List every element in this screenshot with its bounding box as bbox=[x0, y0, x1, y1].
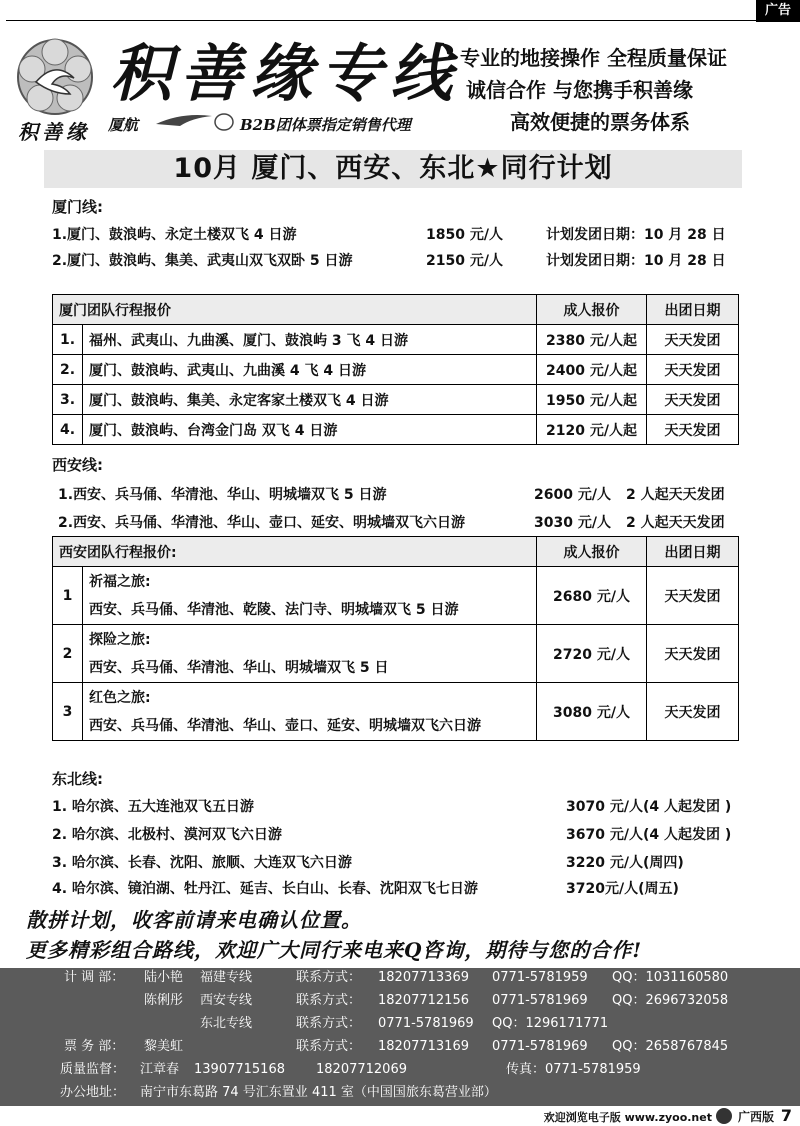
list-item bbox=[52, 878, 752, 898]
depart-date: 天天发团 bbox=[647, 683, 739, 741]
list-item bbox=[52, 852, 752, 872]
depart-date: 天天发团 bbox=[647, 325, 739, 355]
dept-label: 办公地址： bbox=[60, 1085, 126, 1100]
mobile: 18207713369 bbox=[378, 970, 469, 985]
header-cell: 西安团队行程报价: bbox=[53, 537, 537, 567]
top-rule bbox=[6, 20, 794, 21]
main-title-box bbox=[44, 150, 742, 188]
price: 2150 元/人 bbox=[426, 253, 503, 269]
main-title: 10月 厦门、西安、东北★同行计划 bbox=[173, 153, 613, 184]
route: 4. 哈尔滨、镜泊湖、牡丹江、延吉、长白山、长春、沈阳双飞七日游 bbox=[52, 881, 478, 897]
price: 2400 元/人起 bbox=[537, 355, 647, 385]
header-cell: 成人报价 bbox=[537, 295, 647, 325]
slogan-line: 专业的地接操作 全程质量保证 bbox=[460, 46, 727, 70]
xian-group-table bbox=[52, 536, 739, 741]
site-link[interactable]: 欢迎浏览电子版 www.zyoo.net bbox=[543, 1111, 712, 1124]
route: 厦门、鼓浪屿、集美、永定客家土楼双飞 4 日游 bbox=[83, 385, 537, 415]
table-row bbox=[53, 415, 739, 445]
flower-logo-icon bbox=[16, 38, 94, 116]
airline-logo-icon bbox=[152, 110, 238, 132]
price: 3220 元/人(周四) bbox=[566, 855, 684, 871]
mobile: 18207712156 bbox=[378, 993, 469, 1008]
route-label: 西安专线 bbox=[200, 993, 253, 1008]
slogan-line: 诚信合作 与您携手积善缘 bbox=[466, 78, 693, 102]
office-address: 南宁市东葛路 74 号汇东置业 411 室（中国国旅东葛营业部） bbox=[140, 1085, 497, 1100]
dept-label: 质量监督： bbox=[60, 1062, 126, 1077]
table-row bbox=[53, 385, 739, 415]
route: 2.西安、兵马俑、华清池、华山、壶口、延安、明城墙双飞六日游 bbox=[58, 515, 466, 531]
depart-date: 天天发团 bbox=[647, 385, 739, 415]
tour-name: 红色之旅: bbox=[89, 689, 151, 706]
route: 西安、兵马俑、华清池、华山、壶口、延安、明城墙双飞六日游 bbox=[89, 717, 481, 734]
depart-date: 天天发团 bbox=[647, 567, 739, 625]
price: 2600 元/人 bbox=[534, 487, 611, 503]
list-item bbox=[52, 824, 752, 844]
price: 2720 元/人 bbox=[537, 625, 647, 683]
note-line: 更多精彩组合路线，欢迎广大同行来电来Q咨询，期待与您的合作! bbox=[26, 938, 643, 962]
qq: QQ：2696732058 bbox=[612, 993, 729, 1008]
table-header-row bbox=[53, 295, 739, 325]
depart-date: 天天发团 bbox=[647, 355, 739, 385]
price: 3070 元/人(4 人起发团 ) bbox=[566, 799, 732, 815]
row-number: 1 bbox=[53, 567, 83, 625]
table-row bbox=[53, 567, 739, 625]
mobile: 13907715168 bbox=[194, 1062, 285, 1077]
table-row bbox=[53, 625, 739, 683]
route-label: 福建专线 bbox=[200, 970, 253, 985]
route-cell bbox=[83, 567, 537, 625]
row-number: 3 bbox=[53, 683, 83, 741]
slogan-line: 高效便捷的票务体系 bbox=[510, 110, 690, 134]
fax: 传真：0771-5781959 bbox=[506, 1062, 641, 1077]
tour-name: 祈福之旅: bbox=[89, 573, 151, 590]
price: 3670 元/人(4 人起发团 ) bbox=[566, 827, 732, 843]
row-number: 3. bbox=[53, 385, 83, 415]
phone: 0771-5781969 bbox=[378, 1016, 474, 1031]
mobile: 18207712069 bbox=[316, 1062, 407, 1077]
xiamen-group-table bbox=[52, 294, 739, 445]
header-cell: 出团日期 bbox=[647, 295, 739, 325]
price: 2120 元/人起 bbox=[537, 415, 647, 445]
route: 福州、武夷山、九曲溪、厦门、鼓浪屿 3 飞 4 日游 bbox=[83, 325, 537, 355]
price: 1850 元/人 bbox=[426, 227, 503, 243]
depart-date: 2 人起天天发团 bbox=[626, 487, 725, 503]
edition-badge-icon bbox=[716, 1108, 732, 1124]
row-number: 2. bbox=[53, 355, 83, 385]
row-number: 4. bbox=[53, 415, 83, 445]
contact-block bbox=[0, 968, 800, 1106]
table-row bbox=[53, 325, 739, 355]
brand-title: 积善缘专线 bbox=[110, 37, 461, 110]
edition-label: 广西版 bbox=[737, 1110, 774, 1124]
qq: QQ：1031160580 bbox=[612, 970, 729, 985]
logo-text: 积善缘 bbox=[18, 120, 90, 144]
list-item bbox=[52, 796, 752, 816]
list-item bbox=[52, 484, 752, 504]
price: 3030 元/人 bbox=[534, 515, 611, 531]
depart-date: 2 人起天天发团 bbox=[626, 515, 725, 531]
route: 西安、兵马俑、华清池、华山、明城墙双飞 5 日 bbox=[89, 659, 389, 676]
qq: QQ：2658767845 bbox=[612, 1039, 729, 1054]
contact-person: 黎美虹 bbox=[144, 1039, 184, 1054]
table-row bbox=[53, 683, 739, 741]
list-item bbox=[52, 512, 752, 532]
note-line: 散拼计划，收客前请来电确认位置。 bbox=[26, 908, 362, 932]
route-cell bbox=[83, 625, 537, 683]
ad-tag: 广告 bbox=[756, 0, 800, 22]
northeast-line-heading: 东北线: bbox=[52, 770, 103, 788]
header-cell: 出团日期 bbox=[647, 537, 739, 567]
price: 2380 元/人起 bbox=[537, 325, 647, 355]
tour-name: 探险之旅: bbox=[89, 631, 151, 648]
route: 1.西安、兵马俑、华清池、华山、明城墙双飞 5 日游 bbox=[58, 487, 387, 503]
header-cell: 成人报价 bbox=[537, 537, 647, 567]
price: 1950 元/人起 bbox=[537, 385, 647, 415]
xian-line-heading: 西安线: bbox=[52, 456, 103, 474]
route: 1. 哈尔滨、五大连池双飞五日游 bbox=[52, 799, 254, 815]
airline-name: 厦航 bbox=[108, 116, 139, 134]
depart-date: 天天发团 bbox=[647, 415, 739, 445]
page-number: 7 bbox=[780, 1106, 792, 1125]
table-row bbox=[53, 355, 739, 385]
route-cell bbox=[83, 683, 537, 741]
depart-date: 计划发团日期：10 月 28 日 bbox=[546, 253, 726, 269]
contact-person: 陈俐彤 bbox=[144, 993, 184, 1008]
header-cell: 厦门团队行程报价 bbox=[53, 295, 537, 325]
dept-label: 计 调 部： bbox=[64, 970, 125, 985]
xiamen-line-heading: 厦门线: bbox=[52, 198, 103, 216]
contact-person: 陆小艳 bbox=[144, 970, 184, 985]
mobile: 18207713169 bbox=[378, 1039, 469, 1054]
route: 厦门、鼓浪屿、武夷山、九曲溪 4 飞 4 日游 bbox=[83, 355, 537, 385]
route-label: 东北专线 bbox=[200, 1016, 253, 1031]
list-item bbox=[52, 224, 752, 244]
contact-label: 联系方式： bbox=[296, 1016, 362, 1031]
b2b-agent-label: B2B团体票指定销售代理 bbox=[240, 116, 411, 134]
phone: 0771-5781969 bbox=[492, 993, 588, 1008]
price: 3080 元/人 bbox=[537, 683, 647, 741]
route: 2.厦门、鼓浪屿、集美、武夷山双飞双卧 5 日游 bbox=[52, 253, 353, 269]
dept-label: 票 务 部： bbox=[64, 1039, 125, 1054]
phone: 0771-5781969 bbox=[492, 1039, 588, 1054]
row-number: 2 bbox=[53, 625, 83, 683]
contact-person: 江章春 bbox=[140, 1062, 180, 1077]
contact-label: 联系方式： bbox=[296, 1039, 362, 1054]
route: 2. 哈尔滨、北极村、漠河双飞六日游 bbox=[52, 827, 282, 843]
qq: QQ：1296171771 bbox=[492, 1016, 609, 1031]
table-header-row bbox=[53, 537, 739, 567]
footer bbox=[0, 1106, 800, 1126]
row-number: 1. bbox=[53, 325, 83, 355]
contact-label: 联系方式： bbox=[296, 993, 362, 1008]
phone: 0771-5781959 bbox=[492, 970, 588, 985]
list-item bbox=[52, 250, 752, 270]
price: 2680 元/人 bbox=[537, 567, 647, 625]
route: 西安、兵马俑、华清池、乾陵、法门寺、明城墙双飞 5 日游 bbox=[89, 601, 459, 618]
depart-date: 计划发团日期：10 月 28 日 bbox=[546, 227, 726, 243]
route: 1.厦门、鼓浪屿、永定土楼双飞 4 日游 bbox=[52, 227, 297, 243]
route: 3. 哈尔滨、长春、沈阳、旅顺、大连双飞六日游 bbox=[52, 855, 352, 871]
price: 3720元/人(周五) bbox=[566, 881, 679, 897]
route: 厦门、鼓浪屿、台湾金门岛 双飞 4 日游 bbox=[83, 415, 537, 445]
header bbox=[6, 24, 794, 144]
depart-date: 天天发团 bbox=[647, 625, 739, 683]
slogans bbox=[450, 42, 790, 138]
contact-label: 联系方式： bbox=[296, 970, 362, 985]
